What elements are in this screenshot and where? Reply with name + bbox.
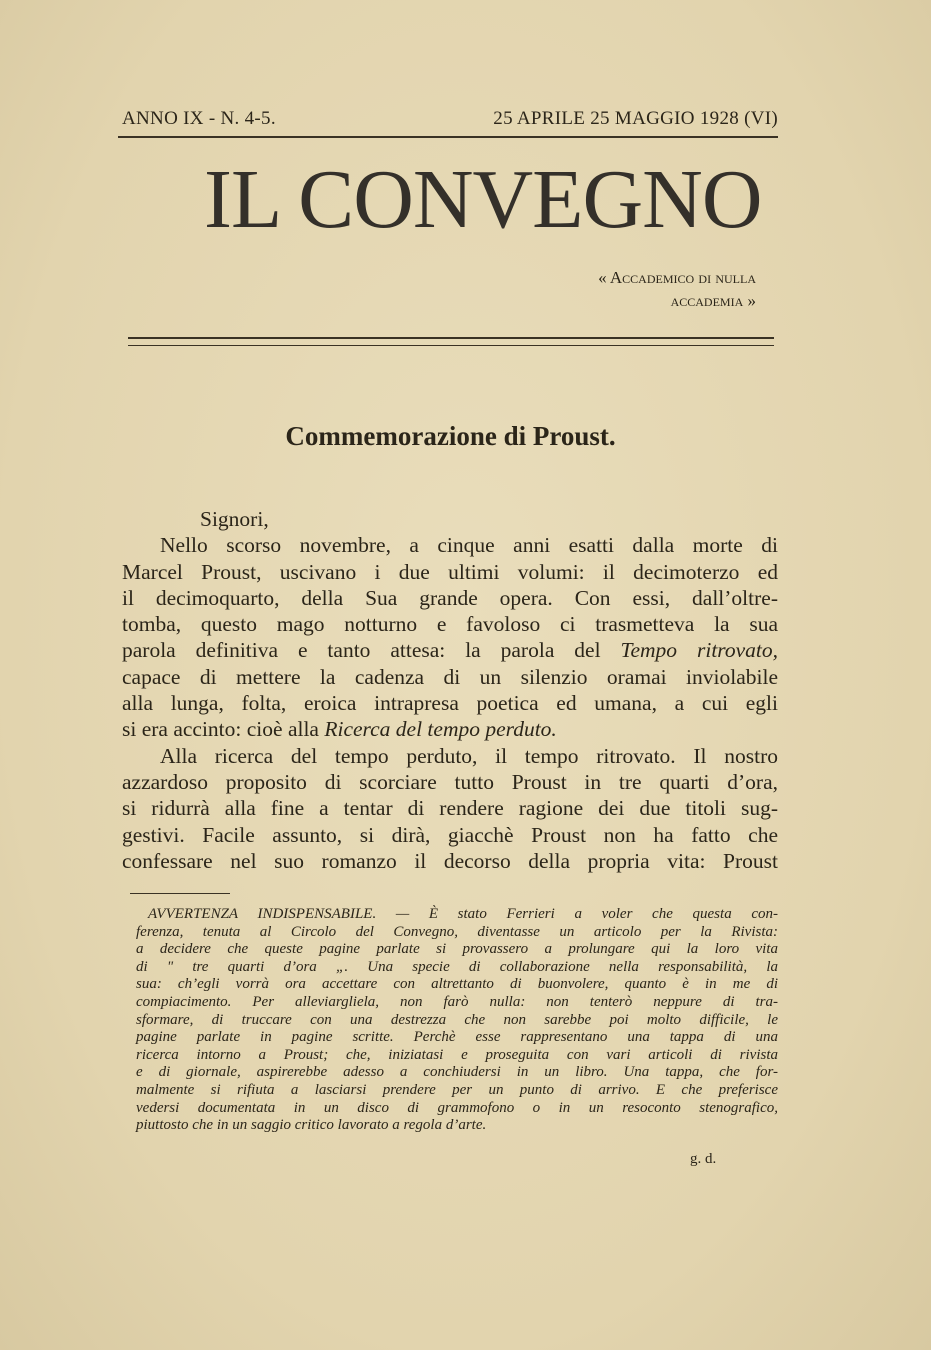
body-line <box>122 585 778 611</box>
body-line <box>122 716 778 742</box>
footnote-line: vedersi documentata in un disco di grammofono o in un resoconto stenografico, <box>136 1099 778 1116</box>
running-header <box>122 108 778 130</box>
italic-title: Tempo ritrovato, <box>620 638 779 663</box>
footnote-line: ricerca intorno a Proust; che, iniziatasi e proseguita con vari articoli di rivista <box>136 1046 778 1063</box>
text-segment: alla lunga, folta, eroica intrapresa poetica ed umana, a cui egli <box>122 691 778 716</box>
text-segment: si era accinto: cioè alla <box>122 717 325 742</box>
body-line <box>122 637 778 663</box>
body-line <box>122 559 778 585</box>
text-segment: Alla ricerca del tempo perduto, il tempo ritrovato. Il nostro <box>160 743 778 768</box>
footnote-line: e di giornale, aspirerebbe adesso a conchiudersi in un libro. Una tappa, che for- <box>136 1064 778 1081</box>
footnote-line: sformare, di truccare con una destrezza che non sarebbe poi molto difficile, le <box>136 1011 778 1028</box>
body-line <box>122 769 778 795</box>
text-segment: si ridurrà alla fine a tentar di rendere ragione dei due titoli sug- <box>122 796 778 821</box>
article-body <box>122 506 778 874</box>
footnote-line: ferenza, tenuta al Circolo del Convegno, diventasse un articolo per la Rivista: <box>136 923 778 940</box>
header-rule <box>118 136 778 138</box>
body-line <box>122 532 778 558</box>
footnote-line: di " tre quarti d’ora „. Una specie di collaborazione nella responsabilità, la <box>136 958 778 975</box>
footnote-line: pagine parlate in pagine scritte. Perchè esse rappresentano una tappa di una <box>136 1029 778 1046</box>
double-rule <box>128 337 774 346</box>
body-line <box>122 848 778 874</box>
text-segment: azzardoso proposito di scorciare tutto Proust in tre quarti d’ora, <box>122 769 778 794</box>
footnote-line: a decidere che queste pagine parlate si provassero a prolungare qui la loro vita <box>136 941 778 958</box>
text-segment: gestivi. Facile assunto, si dirà, giacchè Proust non ha fatto che <box>122 822 778 847</box>
text-segment: parola definitiva e tanto attesa: la parola del <box>122 638 621 663</box>
text-segment: Marcel Proust, uscivano i due ultimi volumi: il decimoterzo ed <box>122 559 778 584</box>
footnote-rule <box>130 893 230 894</box>
text-segment: capace di mettere la cadenza di un silenzio oramai inviolabile <box>122 664 778 689</box>
body-line <box>122 795 778 821</box>
issue-date: 25 APRILE 25 MAGGIO 1928 (VI) <box>493 108 778 129</box>
masthead-title: IL CONVEGNO <box>204 153 762 246</box>
body-line <box>122 690 778 716</box>
footnote <box>136 906 778 1135</box>
footnote-line: compiacimento. Per alleviargliela, non farò nulla: non tenterò neppure di tra- <box>136 993 778 1010</box>
body-line <box>122 506 778 532</box>
text-segment: Nello scorso novembre, a cinque anni esatti dalla morte di <box>160 533 778 558</box>
footnote-line: sua: ch’egli vorrà ora accettare con altrettanto di buonvolere, quanto è in me di <box>136 976 778 993</box>
motto-line-1: « Accademico di nulla <box>598 268 756 287</box>
body-line <box>122 664 778 690</box>
text-segment: Signori, <box>200 507 269 531</box>
body-line <box>122 822 778 848</box>
footnote-signature: g. d. <box>690 1151 717 1167</box>
italic-title: Ricerca del tempo perduto. <box>324 717 557 742</box>
footnote-line: AVVERTENZA INDISPENSABILE. — È stato Ferrieri a voler che questa con- <box>148 906 778 922</box>
text-segment: il decimoquarto, della Sua grande opera. Con essi, dall’oltre- <box>122 585 778 610</box>
text-segment: tomba, questo mago notturno e favoloso ci trasmetteva la sua <box>122 612 778 637</box>
text-segment: confessare nel suo romanzo il decorso della propria vita: Proust <box>122 848 778 873</box>
article-title: Commemorazione di Proust. <box>285 421 616 451</box>
issue-number: ANNO IX - N. 4-5. <box>122 108 276 129</box>
motto-line-2: accademia » <box>670 291 756 310</box>
footnote-line: malmente si rifiuta a lasciarsi prendere per un punto di arrivo. E che preferisce <box>136 1081 778 1098</box>
footnote-line: piuttosto che in un saggio critico lavorato a regola d’arte. <box>136 1117 487 1134</box>
body-line <box>122 743 778 769</box>
body-line <box>122 611 778 637</box>
